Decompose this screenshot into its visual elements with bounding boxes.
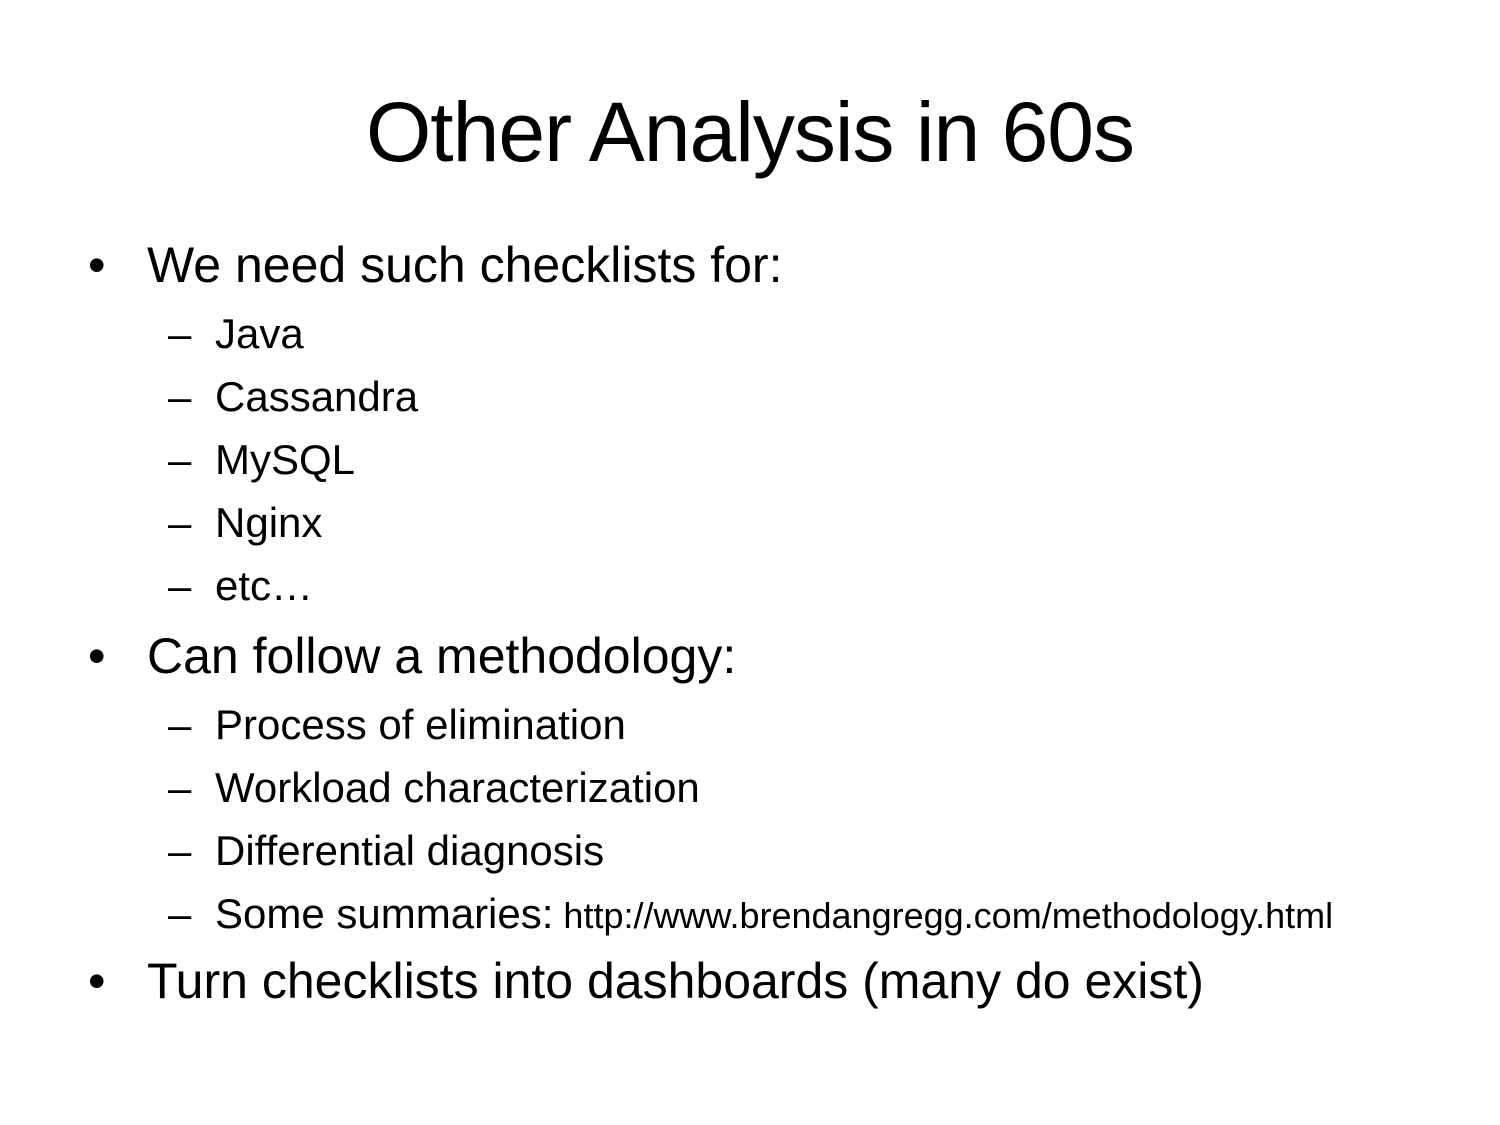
sub-item-text: Some summaries: (215, 890, 554, 937)
dash-icon: – (168, 373, 192, 420)
sub-item-nginx (168, 498, 322, 548)
bullet-text: Turn checklists into dashboards (many do exist) (147, 953, 1204, 1009)
bullet-icon: • (88, 953, 106, 1009)
dash-icon: – (168, 436, 192, 483)
sub-item-etc (168, 561, 313, 611)
sub-item-text: Nginx (215, 499, 323, 546)
dash-icon: – (168, 764, 192, 811)
sub-item-text: MySQL (215, 436, 356, 483)
sub-item-text: Cassandra (215, 373, 419, 420)
sub-item-text: Process of elimination (215, 701, 626, 748)
sub-item-workload-characterization (168, 763, 700, 813)
dash-icon: – (168, 827, 192, 874)
bullet-text: We need such checklists for: (147, 237, 783, 293)
dash-icon: – (168, 701, 192, 748)
dash-icon: – (168, 562, 192, 609)
bullet-icon: • (88, 237, 106, 293)
dash-icon: – (168, 310, 192, 357)
sub-item-differential-diagnosis (168, 826, 604, 876)
sub-item-mysql (168, 435, 355, 485)
sub-item-text: etc… (215, 562, 314, 609)
bullet-item-dashboards (88, 951, 1204, 1011)
sub-item-process-of-elimination (168, 700, 626, 750)
sub-item-text: Differential diagnosis (215, 827, 605, 874)
dash-icon: – (168, 499, 192, 546)
slide-title: Other Analysis in 60s (365, 85, 1135, 179)
bullet-item-methodology (88, 626, 736, 686)
bullet-text: Can follow a methodology: (147, 628, 737, 684)
bullet-item-checklists (88, 235, 782, 295)
sub-item-some-summaries (168, 889, 1333, 939)
sub-item-java (168, 309, 304, 359)
dash-icon: – (168, 890, 192, 937)
bullet-icon: • (88, 628, 106, 684)
sub-item-text: Workload characterization (215, 764, 700, 811)
sub-item-cassandra (168, 372, 418, 422)
sub-item-text: Java (215, 310, 304, 357)
methodology-url: http://www.brendangregg.com/methodology.html (563, 895, 1334, 936)
